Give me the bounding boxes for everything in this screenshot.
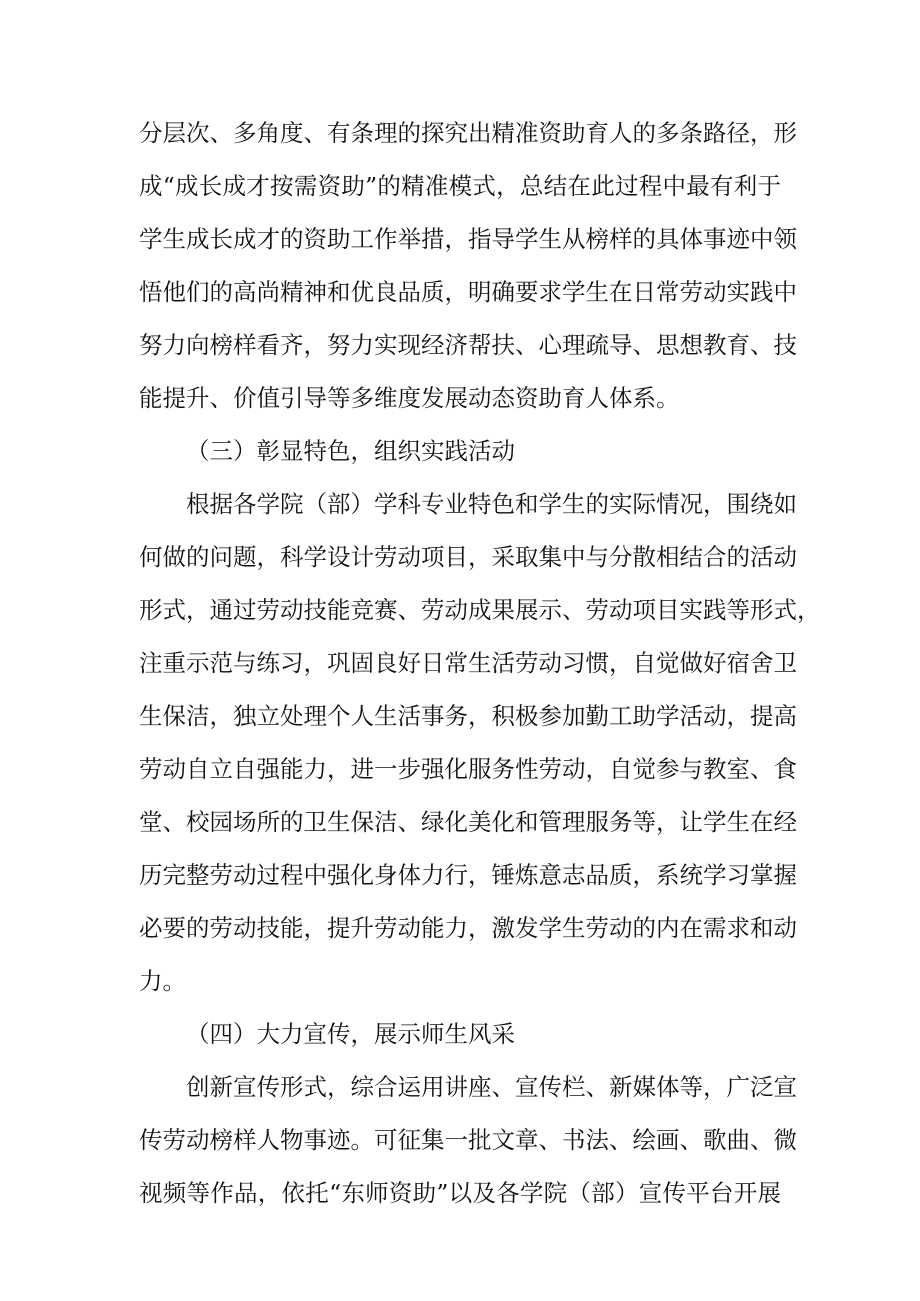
section-heading: （四）大力宣传，展示师生风采 xyxy=(186,1020,515,1048)
paragraph-line: 何做的问题，科学设计劳动项目，采取集中与分散相结合的活动 xyxy=(139,543,797,571)
paragraph-line: 学生成长成才的资助工作举措，指导学生从榜样的具体事迹中领 xyxy=(139,225,797,253)
paragraph-line: 悟他们的高尚精神和优良品质，明确要求学生在日常劳动实践中 xyxy=(139,278,797,306)
paragraph-line: 生保洁，独立处理个人生活事务，积极参加勤工助学活动，提高 xyxy=(139,702,797,730)
paragraph-line: 注重示范与练习，巩固良好日常生活劳动习惯，自觉做好宿舍卫 xyxy=(139,649,797,677)
paragraph-line: 分层次、多角度、有条理的探究出精准资助育人的多条路径，形 xyxy=(139,119,797,147)
paragraph-line: 根据各学院（部）学科专业特色和学生的实际情况，围绕如 xyxy=(186,490,797,518)
paragraph-line: 成“成长成才按需资助”的精准模式，总结在此过程中最有利于 xyxy=(139,172,781,200)
paragraph-line: 传劳动榜样人物事迹。可征集一批文章、书法、绘画、歌曲、微 xyxy=(139,1126,797,1154)
paragraph-line: 视频等作品，依托“东师资助”以及各学院（部）宣传平台开展 xyxy=(139,1179,781,1207)
paragraph-line: 创新宣传形式，综合运用讲座、宣传栏、新媒体等，广泛宣 xyxy=(186,1073,797,1101)
paragraph-line: 历完整劳动过程中强化身体力行，锤炼意志品质，系统学习掌握 xyxy=(139,861,797,889)
paragraph-line: 劳动自立自强能力，进一步强化服务性劳动，自觉参与教室、食 xyxy=(139,755,797,783)
paragraph-line: 力。 xyxy=(139,967,186,995)
paragraph-line: 堂、校园场所的卫生保洁、绿化美化和管理服务等，让学生在经 xyxy=(139,808,797,836)
paragraph-line: 形式，通过劳动技能竞赛、劳动成果展示、劳动项目实践等形式， xyxy=(139,596,821,624)
paragraph-line: 能提升、价值引导等多维度发展动态资助育人体系。 xyxy=(139,384,680,412)
paragraph-line: 努力向榜样看齐，努力实现经济帮扶、心理疏导、思想教育、技 xyxy=(139,331,797,359)
section-heading: （三）彰显特色，组织实践活动 xyxy=(186,437,515,465)
paragraph-line: 必要的劳动技能，提升劳动能力，激发学生劳动的内在需求和动 xyxy=(139,914,797,942)
